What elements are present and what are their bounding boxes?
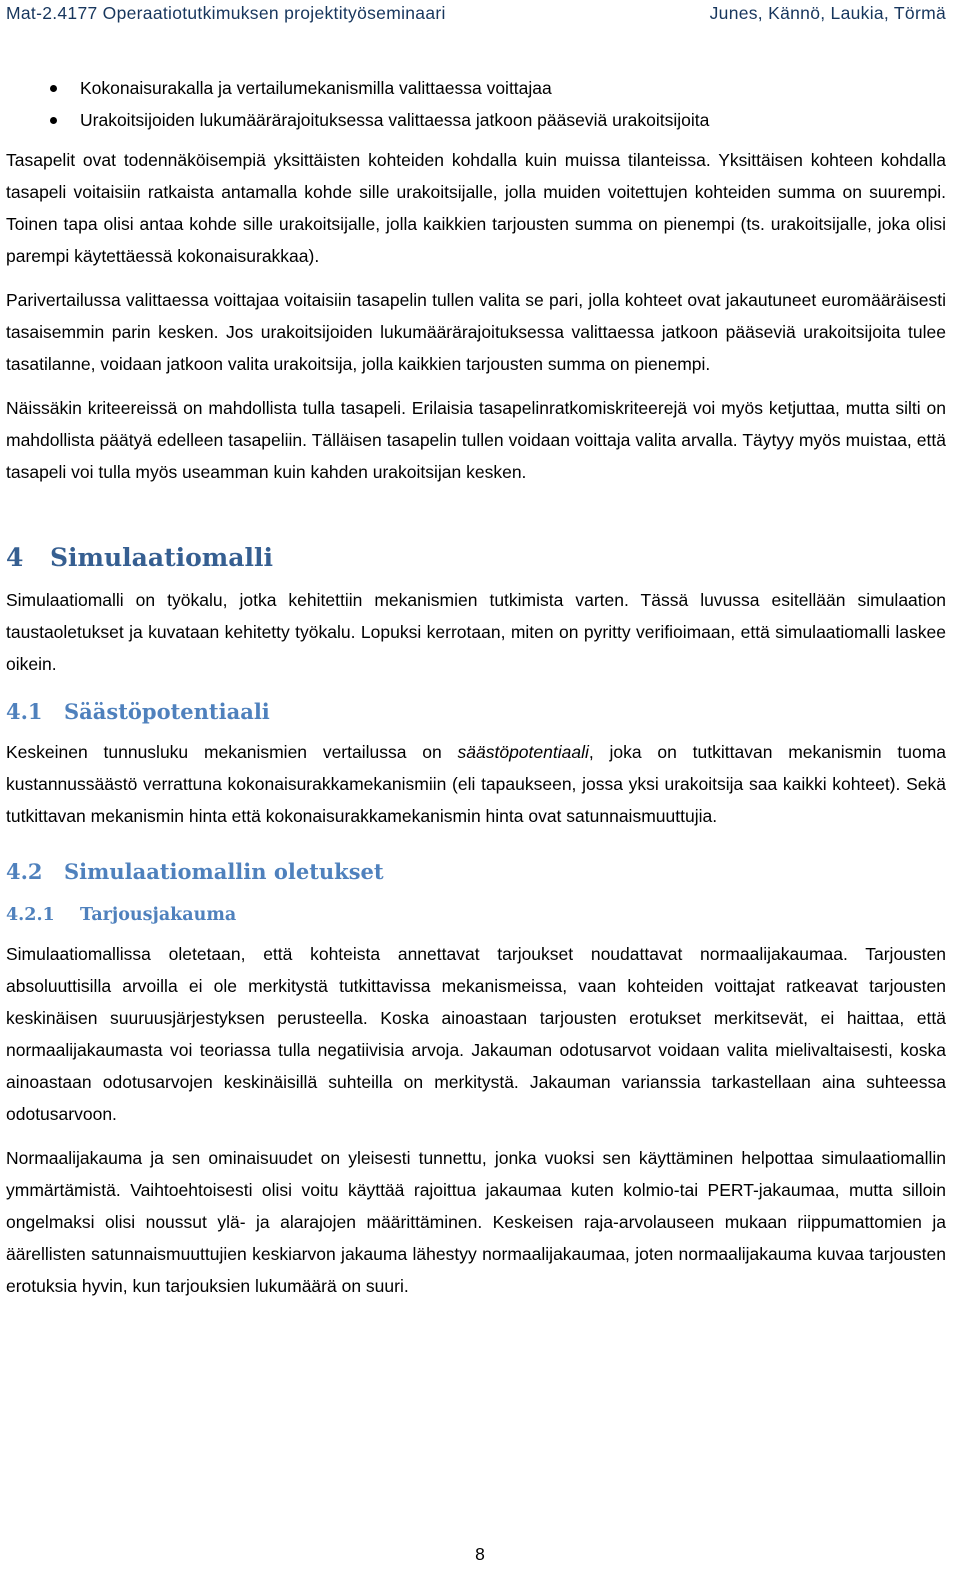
section-title: Tarjousjakauma: [80, 905, 237, 925]
header-course-title: Mat-2.4177 Operaatiotutkimuksen projektityöseminaari: [6, 3, 446, 23]
section-title: Simulaatiomallin oletukset: [64, 859, 384, 884]
section-number: 4.2.1: [6, 905, 55, 925]
section-title: Säästöpotentiaali: [64, 699, 270, 724]
header-authors: Junes, Kännö, Laukia, Törmä: [709, 3, 946, 23]
paragraph-simulation-intro: Simulaatiomalli on työkalu, jotka kehitettiin mekanismien tutkimista varten. Tässä luvussa esitellään simulaation taustaoletukset ja kuvataan kehitetty työkalu. Lopuksi kerrotaan, miten on pyritty verifioimaan, että simulaatiomalli laskee oikein.: [6, 590, 946, 674]
document-content: [6, 72, 946, 1302]
paragraph-pairwise-ties: Parivertailussa valittaessa voittajaa voitaisiin tasapelin tullen valita se pari, jolla kohteet ovat jakautuneet euromääräisesti tasaisemmin parin kesken. Jos urakoitsijoiden lukumäärärajoituksessa valittaessa jatkoon pääseviä urakoitsijoita tulee tasatilanne, voidaan jatkoon valita urakoitsija, jolla kaikkien tarjousten summa on pienempi.: [6, 290, 946, 374]
bullet-item: [6, 104, 946, 136]
text-segment: Keskeinen tunnusluku mekanismien vertailussa on: [6, 742, 458, 762]
page-header: [6, 3, 946, 27]
paragraph-bid-distribution: Simulaatiomallissa oletetaan, että kohteista annettavat tarjoukset noudattavat normaalijakaumaa. Tarjousten absoluuttisilla arvoilla ei ole merkitystä tutkittavissa mekanismeissa, vaan kohteiden voittajat ratkeavat tarjousten keskinäisen suuruusjärjestyksen perusteella. Koska ainoastaan tarjousten erotukset merkitsevät, ei haittaa, että normaalijakaumasta voi teoriassa tulla negatiivisia arvoja. Jakauman odotusarvot voidaan valita mielivaltaisesti, koska ainoastaan odotusarvojen keskinäisillä suhteilla on merkitystä. Jakauman varianssia tarkastellaan aina suhteessa odotusarvoon.: [6, 944, 946, 1124]
bullet-dot-icon: [50, 85, 57, 92]
section-heading-4-2-1: [6, 898, 946, 932]
bullet-item: [6, 72, 946, 104]
section-heading-4-1: [6, 692, 946, 732]
paragraph-tie-chaining: Näissäkin kriteereissä on mahdollista tulla tasapeli. Erilaisia tasapelinratkomiskriteerejä voi myös ketjuttaa, mutta silti on mahdollista päätyä edelleen tasapeliin. Tälläisen tasapelin tullen voidaan voittaja valita arvalla. Täytyy myös muistaa, että tasapeli voi tulla myös useamman kuin kahden urakoitsijan kesken.: [6, 398, 946, 482]
bullet-text: Urakoitsijoiden lukumäärärajoituksessa valittaessa jatkoon pääseviä urakoitsijoita: [80, 110, 710, 130]
section-number: 4.1: [6, 699, 43, 724]
paragraph-normal-distribution: Normaalijakauma ja sen ominaisuudet on yleisesti tunnettu, jonka vuoksi sen käyttäminen helpottaa simulaatiomallin ymmärtämistä. Vaihtoehtoisesti olisi voitu käyttää rajoittua jakaumaa kuten kolmio-tai PERT-jakaumaa, mutta silloin ongelmaksi olisi noussut ylä- ja alarajojen määrittäminen. Keskeisen raja-arvolauseen mukaan riippumattomien ja äärellisten satunnaismuuttujien keskiarvon jakauma lähestyy normaalijakaumaa, joten normaalijakauma kuvaa tarjousten erotuksia hyvin, kun tarjouksien lukumäärä on suuri.: [6, 1148, 946, 1296]
bullet-text: Kokonaisurakalla ja vertailumekanismilla valittaessa voittajaa: [80, 78, 552, 98]
paragraph-tie-cases: Tasapelit ovat todennäköisempiä yksittäisten kohteiden kohdalla kuin muissa tilanteissa. Yksittäisen kohteen kohdalla tasapeli voitaisiin ratkaista antamalla kohde sille urakoitsijalle, jolla muiden voitettujen kohteiden summa on suurempi. Toinen tapa olisi antaa kohde sille urakoitsijalle, jolla kaikkien tarjousten summa on pienempi (ts. urakoitsijalle, joka olisi parempi käytettäessä kokonaisurakkaa).: [6, 150, 946, 266]
page-number: 8: [475, 1544, 485, 1564]
section-title: Simulaatiomalli: [50, 543, 273, 572]
section-heading-4-2: [6, 852, 946, 892]
section-number: 4.2: [6, 859, 43, 884]
paragraph-savings-potential: [6, 736, 946, 832]
bullet-dot-icon: [50, 117, 57, 124]
bullet-list: [6, 72, 946, 136]
section-heading-4: [6, 532, 946, 584]
section-number: 4: [6, 543, 24, 572]
emphasized-term: säästöpotentiaali: [457, 742, 589, 762]
text-segment: , joka on tutkittavan mekanismin tuoma kustannussäästö verrattuna kokonaisurakkamekanismiin (eli tapaukseen, jossa yksi urakoitsija saa kaikki kohteet). Sekä tutkittavan mekanismin hinta että kokonaisurakkamekanismin hinta ovat satunnaismuuttujia.: [6, 742, 946, 826]
